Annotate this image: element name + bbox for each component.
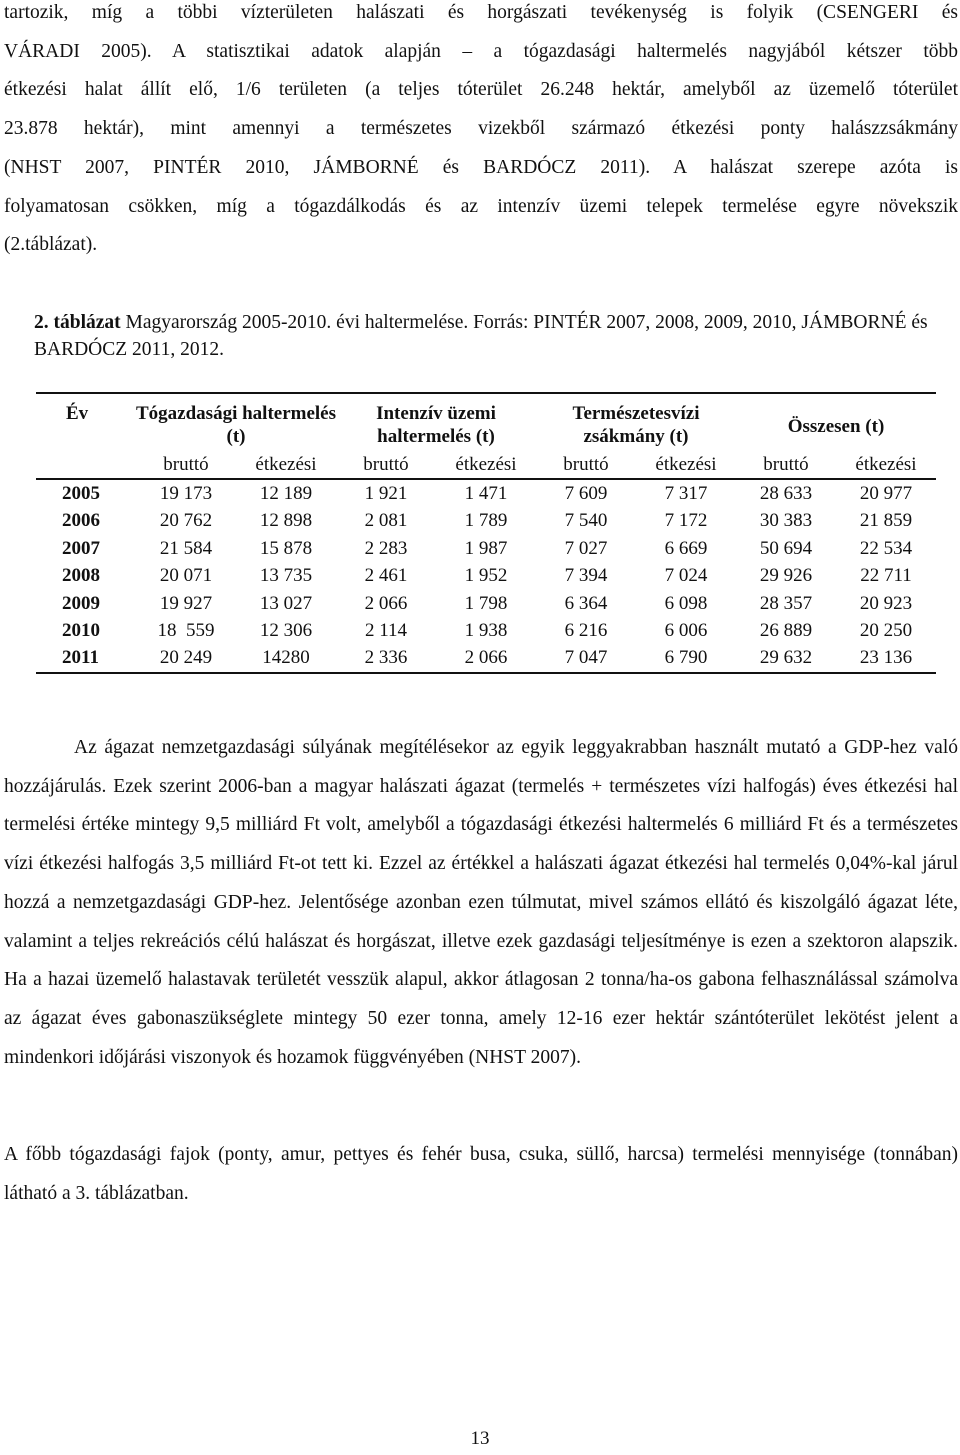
value-cell: 7 609 — [564, 483, 608, 504]
value-cell: 7 317 — [664, 483, 708, 504]
fish-production-table — [36, 392, 936, 674]
value-cell: 7 394 — [564, 565, 608, 587]
text-line: VÁRADI 2005). A statisztikai adatok alapján – a tógazdasági haltermelés nagyjából kétszer több — [4, 40, 958, 62]
value-cell: 20 250 — [859, 620, 913, 642]
text-line: (NHST 2007, PINTÉR 2010, JÁMBORNÉ és BARDÓCZ 2011). A halászat szerepe azóta is — [4, 156, 958, 178]
value-cell: 2 114 — [364, 620, 408, 642]
value-cell: 2 283 — [364, 537, 408, 559]
value-cell: 12 898 — [259, 510, 313, 532]
value-cell: 7 540 — [564, 510, 608, 532]
year-cell: 2006 — [62, 510, 100, 532]
paragraph-species: A főbb tógazdasági fajok (ponty, amur, pettyes és fehér busa, csuka, süllő, harcsa) termelési mennyisége (tonnában) látható a 3. táblázatban. — [4, 1144, 958, 1204]
value-cell: 19 173 — [159, 483, 213, 504]
value-cell: 19 927 — [159, 592, 213, 614]
table-row — [36, 507, 936, 534]
value-cell: 12 306 — [259, 620, 313, 642]
text-line: (2.táblázat). — [4, 234, 98, 256]
table-caption — [34, 309, 958, 363]
paragraph-gdp: Az ágazat nemzetgazdasági súlyának megítélésekor az egyik leggyakrabban használt mutató a GDP-hez való hozzájárulás. Ezek szerint 2006-ban a magyar halászati ágazat (termelés + természetes vízi halfogás) éves étkezési hal termelési értéke mintegy 9,5 milliárd Ft volt, amelyből a tógazdasági étkezési haltermelés 6 milliárd Ft és a természetes vízi étkezési halfogás 3,5 milliárd Ft-ot tett ki. Ezzel az értékkel a halászati ágazat étkezési hal termelés 0,04%-kal járul hozzá a nemzetgazdasági GDP-hez. Jelentősége azonban ezen túlmutat, mivel számos ellátó és kiszolgáló ágazat léte, valamint a teljes rekreációs célú halászat és horgászat, illetve ezek gazdasági teljesítménye is ezen a szektoron alapszik. Ha a hazai üzemelő halastavak területét vesszük alapul, akkor átlagosan 2 tonna/ha-os gabona felhasználással számolva az ágazat éves gabonaszükséglete mintegy 50 ezer tonna, amely 12-16 ezer hektár szántóterület lekötést jelent a mindenkori időjárási viszonyok és hozamok függvényében (NHST 2007). — [4, 737, 958, 1068]
value-cell: 7 024 — [664, 565, 708, 587]
column-group-header: Tógazdasági haltermelés (t) — [136, 403, 337, 447]
year-cell: 2007 — [62, 537, 100, 559]
value-cell: 6 364 — [564, 592, 608, 614]
value-cell: 28 633 — [759, 483, 813, 504]
year-cell: 2008 — [62, 565, 100, 587]
table-caption-text: Magyarország 2005-2010. évi haltermelése. Forrás: PINTÉR 2007, 2008, 2009, 2010, JÁMBORNÉ és BARDÓCZ 2011, 2012. — [34, 312, 928, 360]
value-cell: 1 952 — [464, 565, 508, 587]
value-cell: 1 938 — [464, 620, 508, 642]
value-cell: 2 461 — [364, 565, 408, 587]
column-group-header: Intenzív üzemi haltermelés (t) — [376, 403, 496, 447]
value-cell: 2 066 — [436, 644, 536, 672]
value-cell: 13 027 — [259, 592, 313, 614]
column-subheader: étkezési — [636, 448, 736, 479]
value-cell: 2 066 — [364, 592, 408, 614]
value-cell: 26 889 — [759, 620, 813, 642]
table-row — [36, 644, 936, 672]
value-cell: 2 081 — [364, 510, 408, 532]
value-cell: 1 987 — [464, 537, 508, 559]
value-cell: 7 027 — [564, 537, 608, 559]
table-row — [36, 535, 936, 562]
value-cell: 13 735 — [259, 565, 313, 587]
value-cell: 1 921 — [364, 483, 408, 504]
column-subheader: étkezési — [836, 448, 936, 479]
value-cell: 7 047 — [536, 644, 636, 672]
text-line: 23.878 hektár), mint amennyi a természetes vizekből származó étkezési ponty halászzsákmány — [4, 118, 958, 140]
column-subheader: bruttó — [336, 448, 436, 479]
value-cell: 12 189 — [259, 483, 313, 504]
column-subheader: étkezési — [436, 448, 536, 479]
value-cell: 6 790 — [636, 644, 736, 672]
value-cell: 30 383 — [759, 510, 813, 532]
page-number: 13 — [470, 1428, 490, 1449]
value-cell: 20 249 — [136, 644, 236, 672]
paragraph-intro — [4, 0, 958, 265]
column-group-header: Természetesvízi zsákmány (t) — [572, 403, 700, 447]
year-column-header: Év — [66, 403, 89, 424]
value-cell: 28 357 — [759, 592, 813, 614]
table-row — [36, 590, 936, 617]
value-cell: 1 798 — [464, 592, 508, 614]
table-row — [36, 562, 936, 589]
table-row — [36, 617, 936, 644]
value-cell: 6 098 — [664, 592, 708, 614]
empty-subheader — [36, 448, 136, 479]
value-cell: 1 471 — [464, 483, 508, 504]
value-cell: 14280 — [236, 644, 336, 672]
text-line: étkezési halat állít elő, 1/6 területen (a teljes tóterület 26.248 hektár, amelyből az üzemelő tóterület — [4, 79, 958, 101]
value-cell: 2 336 — [336, 644, 436, 672]
value-cell: 20 762 — [159, 510, 213, 532]
value-cell: 6 006 — [664, 620, 708, 642]
column-subheader: bruttó — [136, 448, 236, 479]
text-line: folyamatosan csökken, míg a tógazdálkodás és az intenzív üzemi telepek termelése egyre növekszik — [4, 195, 958, 217]
value-cell: 21 584 — [159, 537, 213, 559]
table-body — [36, 479, 936, 673]
value-cell: 29 926 — [759, 565, 813, 587]
value-cell: 18 559 — [157, 620, 215, 642]
table-header-row — [36, 394, 936, 448]
value-cell: 21 859 — [859, 510, 913, 532]
column-subheader: bruttó — [736, 448, 836, 479]
value-cell: 23 136 — [836, 644, 936, 672]
value-cell: 1 789 — [464, 510, 508, 532]
value-cell: 7 172 — [664, 510, 708, 532]
table-subheader-row — [36, 448, 936, 479]
year-cell: 2005 — [62, 483, 100, 504]
value-cell: 22 534 — [859, 537, 913, 559]
text-line: tartozik, míg a többi vízterületen halászati és horgászati tevékenység is folyik (CSENGERI és — [4, 2, 958, 23]
column-subheader: étkezési — [236, 448, 336, 479]
value-cell: 29 632 — [736, 644, 836, 672]
value-cell: 50 694 — [759, 537, 813, 559]
table-caption-label: 2. táblázat — [34, 312, 121, 333]
year-cell: 2009 — [62, 592, 100, 614]
column-group-header: Összesen (t) — [787, 415, 885, 437]
value-cell: 22 711 — [860, 565, 912, 587]
year-cell: 2011 — [36, 644, 136, 672]
year-cell: 2010 — [62, 620, 100, 642]
value-cell: 20 071 — [159, 565, 213, 587]
column-subheader: bruttó — [536, 448, 636, 479]
value-cell: 20 923 — [859, 592, 913, 614]
value-cell: 6 216 — [564, 620, 608, 642]
table-row — [36, 479, 936, 507]
value-cell: 15 878 — [259, 537, 313, 559]
value-cell: 20 977 — [859, 483, 913, 504]
value-cell: 6 669 — [664, 537, 708, 559]
